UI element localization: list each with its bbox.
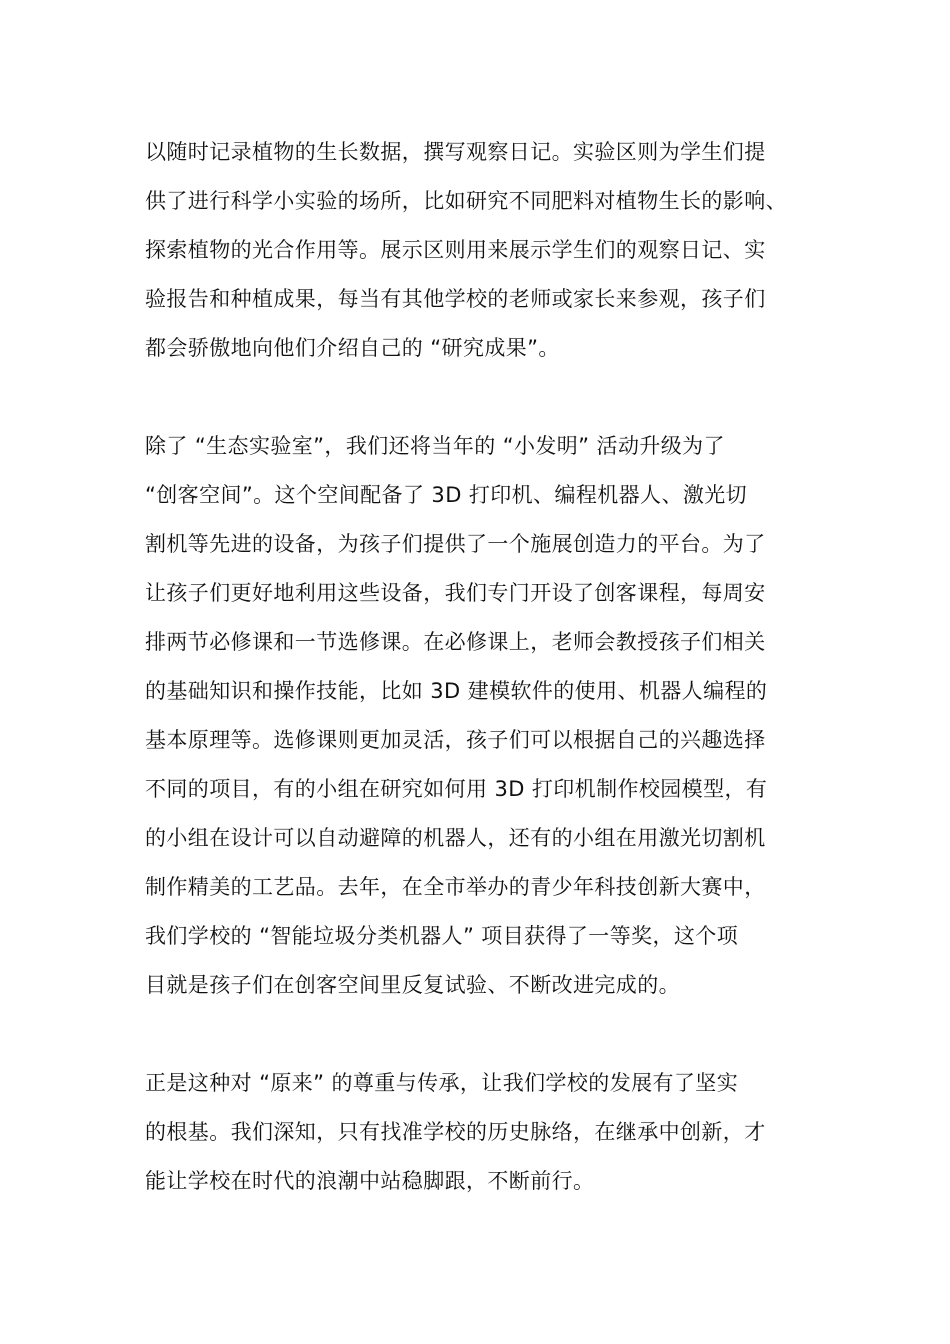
paragraph-spacer [145,1014,825,1063]
text-line: 排两节必修课和一节选修课。在必修课上，老师会教授孩子们相关 [145,630,766,654]
paragraph-spacer [145,377,825,426]
text-line: 都会骄傲地向他们介绍自己的 “研究成果”。 [145,336,560,360]
paragraph-3 [145,1063,825,1210]
text-line: 除了 “生态实验室”，我们还将当年的 “小发明” 活动升级为了 [145,434,725,458]
text-line: 基本原理等。选修课则更加灵活，孩子们可以根据自己的兴趣选择 [145,728,766,752]
text-line: 正是这种对 “原来” 的尊重与传承，让我们学校的发展有了坚实 [145,1071,739,1095]
document-body [145,132,825,1210]
paragraph-2 [145,426,825,1014]
text-line: 不同的项目，有的小组在研究如何用 3D 打印机制作校园模型，有 [145,777,768,801]
text-line: 以随时记录植物的生长数据，撰写观察日记。实验区则为学生们提 [145,140,766,164]
paragraph-1 [145,132,825,377]
text-line: 的基础知识和操作技能，比如 3D 建模软件的使用、机器人编程的 [145,679,768,703]
text-line: 割机等先进的设备，为孩子们提供了一个施展创造力的平台。为了 [145,532,766,556]
text-line: 能让学校在时代的浪潮中站稳脚跟，不断前行。 [145,1169,595,1193]
text-line: 我们学校的 “智能垃圾分类机器人” 项目获得了一等奖，这个项 [145,924,739,948]
text-line: 供了进行科学小实验的场所，比如研究不同肥料对植物生长的影响、 [145,189,787,213]
text-line: 验报告和种植成果，每当有其他学校的老师或家长来参观，孩子们 [145,287,766,311]
text-line: 让孩子们更好地利用这些设备，我们专门开设了创客课程，每周安 [145,581,766,605]
text-line: 的根基。我们深知，只有找准学校的历史脉络，在继承中创新，才 [145,1120,766,1144]
text-line: 的小组在设计可以自动避障的机器人，还有的小组在用激光切割机 [145,826,766,850]
text-line: 探索植物的光合作用等。展示区则用来展示学生们的观察日记、实 [145,238,766,262]
text-line: 制作精美的工艺品。去年，在全市举办的青少年科技创新大赛中， [145,875,766,899]
text-line: 目就是孩子们在创客空间里反复试验、不断改进完成的。 [145,973,680,997]
text-line: “创客空间”。这个空间配备了 3D 打印机、编程机器人、激光切 [145,483,748,507]
